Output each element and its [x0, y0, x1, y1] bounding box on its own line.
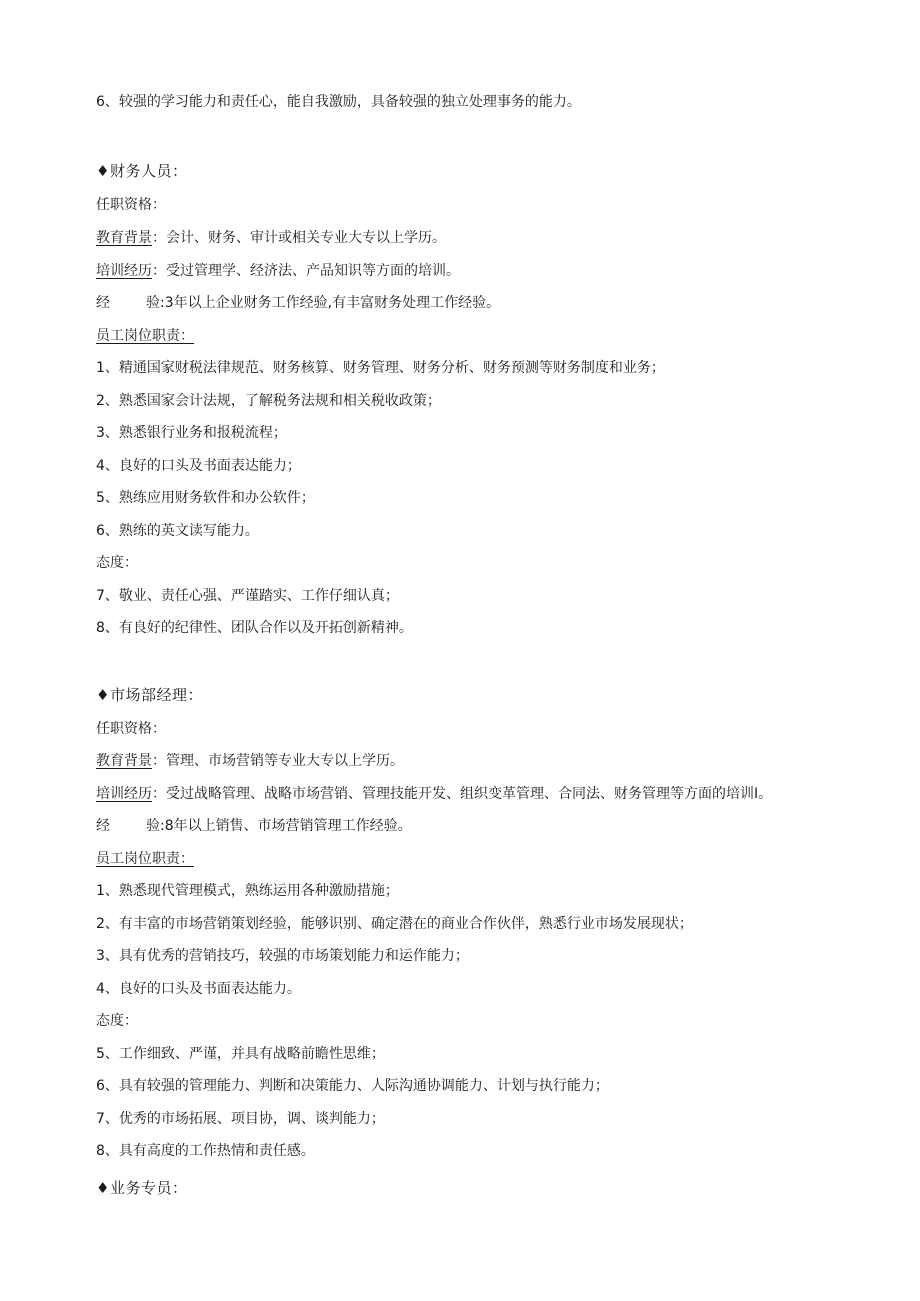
section-title-marketing: ♦市场部经理：: [96, 686, 203, 704]
training-label: 培训经历: [96, 786, 152, 802]
section-title-finance: ♦财务人员：: [96, 162, 188, 180]
list-item: 3、具有优秀的营销技巧，较强的市场策划能力和运作能力；: [96, 948, 469, 964]
list-item: 1、熟悉现代管理模式，熟练运用各种激励措施；: [96, 883, 399, 899]
education-text: ：会计、财务、审计或相关专业大专以上学历。: [152, 230, 446, 246]
duties-label: 员工岗位职责：: [96, 851, 194, 867]
list-item: 2、熟悉国家会计法规，了解税务法规和相关税收政策；: [96, 393, 441, 409]
experience-row: [96, 816, 412, 836]
list-item: 7、优秀的市场拓展、项目协，调、谈判能力；: [96, 1111, 385, 1127]
attitude-label: 态度：: [96, 1013, 138, 1029]
list-item: 4、良好的口头及书面表达能力。: [96, 981, 301, 997]
duties-label: 员工岗位职责：: [96, 328, 194, 344]
experience-text: :8年以上销售、市场营销管理工作经验。: [160, 818, 412, 834]
list-item: 5、工作细致、严谨，并具有战略前瞻性思维；: [96, 1046, 385, 1062]
experience-label: 经 验: [96, 818, 160, 834]
list-item: 6、具有较强的管理能力、判断和决策能力、人际沟通协调能力、计划与执行能力；: [96, 1078, 609, 1094]
education-text: ：管理、市场营销等专业大专以上学历。: [152, 753, 404, 769]
list-item: 5、熟练应用财务软件和办公软件；: [96, 490, 315, 506]
training-text: ：受过管理学、经济法、产品知识等方面的培训。: [152, 263, 460, 279]
education-row: [96, 751, 404, 771]
qualifications-label: 任职资格：: [96, 197, 166, 213]
qualifications-label: 任职资格：: [96, 721, 166, 737]
education-row: [96, 228, 446, 248]
list-item: 1、精通国家财税法律规范、财务核算、财务管理、财务分析、财务预测等财务制度和业务；: [96, 360, 665, 376]
list-item: 4、良好的口头及书面表达能力；: [96, 458, 301, 474]
experience-text: :3年以上企业财务工作经验,有丰富财务处理工作经验。: [160, 295, 501, 311]
education-label: 教育背景: [96, 753, 152, 769]
list-item: 3、熟悉银行业务和报税流程；: [96, 425, 287, 441]
list-item: 8、具有高度的工作热情和责任感。: [96, 1143, 315, 1159]
attitude-label: 态度：: [96, 555, 138, 571]
experience-label: 经 验: [96, 295, 160, 311]
list-item: 8、有良好的纪律性、团队合作以及开拓创新精神。: [96, 620, 413, 636]
list-item: 7、敬业、责任心强、严谨踏实、工作仔细认真；: [96, 588, 399, 604]
education-label: 教育背景: [96, 230, 152, 246]
training-row: [96, 784, 772, 804]
experience-row: [96, 293, 500, 313]
list-item: 2、有丰富的市场营销策划经验，能够识别、确定潜在的商业合作伙伴，熟悉行业市场发展现状；: [96, 916, 693, 932]
training-text: ：受过战略管理、战略市场营销、管理技能开发、组织变革管理、合同法、财务管理等方面的培训I。: [152, 786, 773, 802]
list-item: 6、熟练的英文读写能力。: [96, 523, 259, 539]
training-label: 培训经历: [96, 263, 152, 279]
top-item: 6、较强的学习能力和责任心，能自我激励，具备较强的独立处理事务的能力。: [96, 94, 581, 110]
section-title-sales: ♦业务专员：: [96, 1179, 188, 1197]
training-row: [96, 261, 460, 281]
